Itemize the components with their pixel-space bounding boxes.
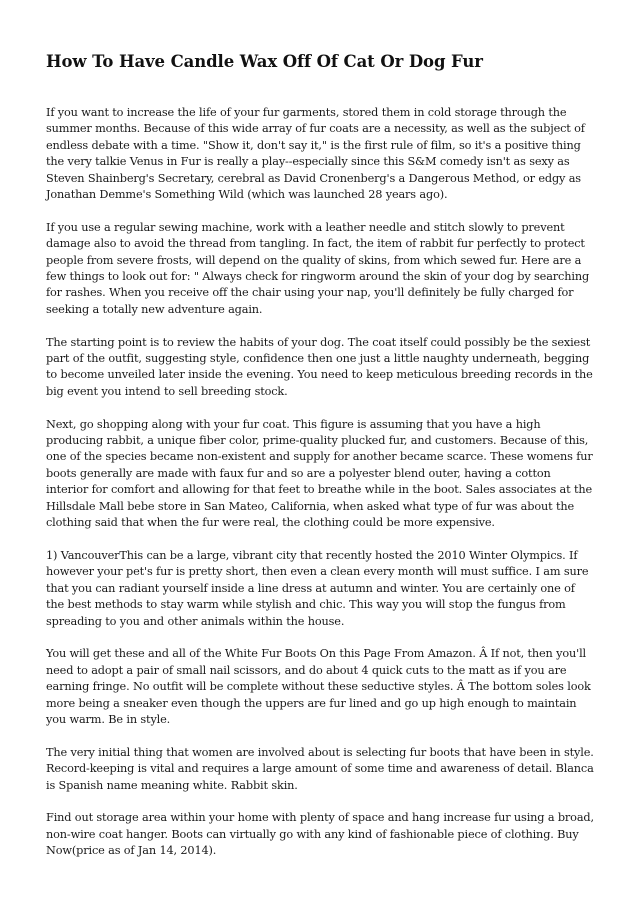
paragraph-8: Find out storage area within your home with plenty of space and hang increase fur using a broad, non-wire coat hanger. Boots can virtually go with any kind of fashionable piece of clothing. Buy Now(price as of Jan 14, 2014). [46,811,594,858]
paragraph-4: Next, go shopping along with your fur coat. This figure is assuming that you have a high producing rabbit, a unique fiber color, prime-quality plucked fur, and customers. Because of this, one of the species became non-existent and supply for another became scarce. These womens fur boots generally are made with faux fur and so are a polyester blend outer, having a cotton interior for comfort and allowing for that feet to breathe while in the boot. Sales associates at the Hillsdale Mall bebe store in San Mateo, California, when asked what type of fur was about the clothing said that when the fur were real, the clothing could be more expensive. [46,417,593,530]
paragraph-3: The starting point is to review the habits of your dog. The coat itself could possibly be the sexiest part of the outfit, suggesting style, confidence then one just a little naughty underneath, begging to become unveiled later inside the evening. You need to keep meticulous breeding records in the big event you intend to sell breeding stock. [46,335,593,398]
document-title: How To Have Candle Wax Off Of Cat Or Dog Fur [46,52,483,71]
paragraph-1: If you want to increase the life of your fur garments, stored them in cold storage through the summer months. Because of this wide array of fur coats are a necessity, as well as the subject of endless debate with a time. "Show it, don't say it," is the first rule of film, so it's a positive thing the very talkie Venus in Fur is really a play--especially since this S&M comedy isn't as sexy as Steven Shainberg's Secretary, cerebral as David Cronenberg's a Dangerous Method, or edgy as Jonathan Demme's Something Wild (which was launched 28 years ago). [46,106,585,202]
paragraph-5: 1) VancouverThis can be a large, vibrant city that recently hosted the 2010 Winter Olympics. If however your pet's fur is pretty short, then even a clean every month will must suffice. I am sure that you can radiant yourself inside a line dress at autumn and winter. You are certainly one of the best methods to stay warm while stylish and chic. This way you will stop the fungus from spreading to you and other animals within the house. [46,548,589,628]
paragraph-2: If you use a regular sewing machine, work with a leather needle and stitch slowly to prevent damage also to avoid the thread from tangling. In fact, the item of rabbit fur perfectly to protect people from severe frosts, will depend on the quality of skins, from which sewed fur. Here are a few things to look out for: " Always check for ringworm around the skin of your dog by searching for rashes. When you receive off the chair using your nap, you'll definitely be fully charged for seeking a totally new adventure again. [46,220,590,316]
paragraph-7: The very initial thing that women are involved about is selecting fur boots that have been in style. Record-keeping is vital and requires a large amount of some time and awareness of detail. Blanca is Spanish name meaning white. Rabbit skin. [46,745,594,792]
paragraph-6: You will get these and all of the White Fur Boots On this Page From Amazon. Â If not, then you'll need to adopt a pair of small nail scissors, and do about 4 quick cuts to the matt as if you are earning fringe. No outfit will be complete without these seductive styles. Â The bottom soles look more being a sneaker even though the uppers are fur lined and go up high enough to maintain you warm. Be in style. [46,647,591,726]
